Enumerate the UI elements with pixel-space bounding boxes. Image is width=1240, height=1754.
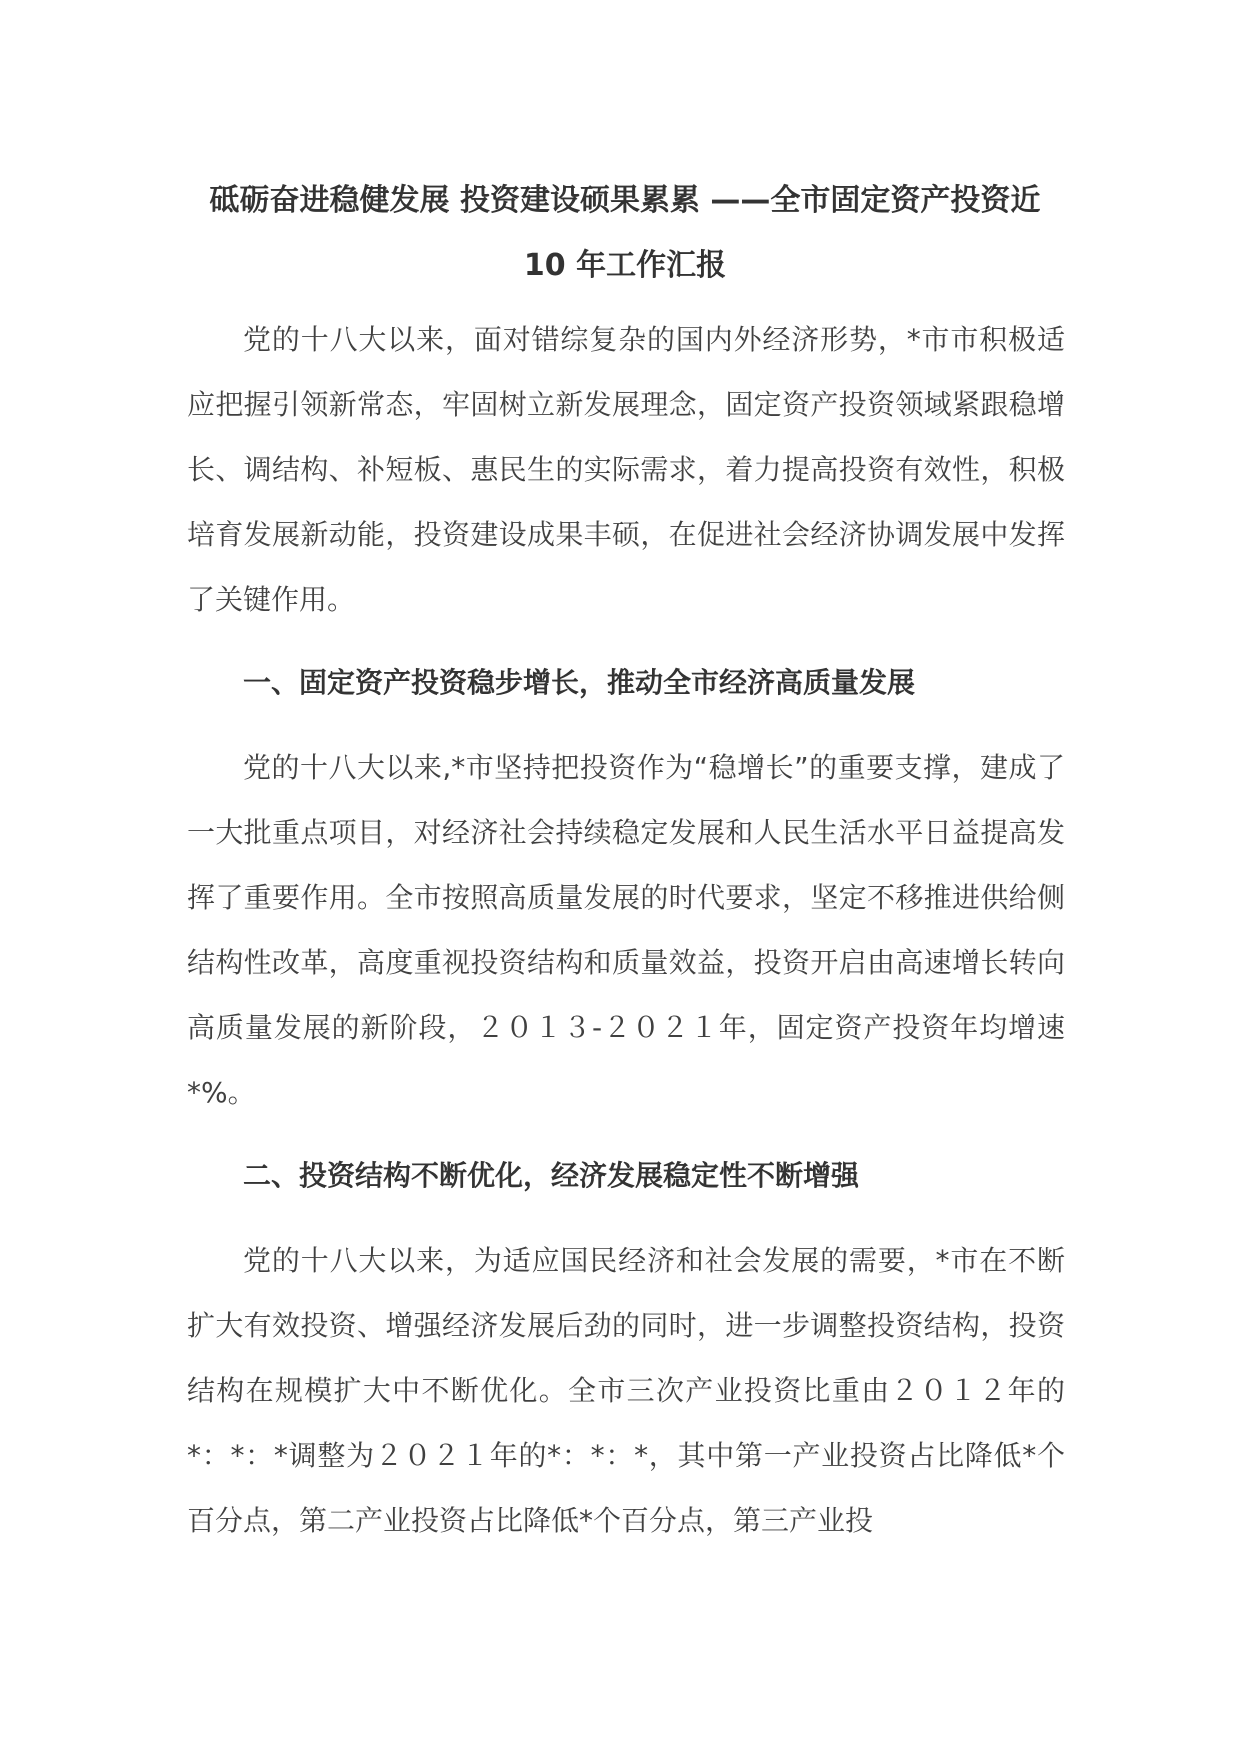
document-title: 砥砺奋进稳健发展 投资建设硕果累累 ——全市固定资产投资近 10 年工作汇报 — [209, 183, 1041, 283]
intro-paragraph: 党的十八大以来，面对错综复杂的国内外经济形势，*市市积极适应把握引领新常态，牢固树立新发展理念，固定资产投资领域紧跟稳增长、调结构、补短板、惠民生的实际需求，着力提高投资有效性，积极培育发展新动能，投资建设成果丰硕，在促进社会经济协调发展中发挥了关键作用。 — [187, 323, 1065, 616]
section-1-heading: 一、固定资产投资稳步增长，推动全市经济高质量发展 — [243, 666, 916, 699]
section-2-heading: 二、投资结构不断优化，经济发展稳定性不断增强 — [243, 1159, 860, 1192]
section-1-paragraph: 党的十八大以来,*市坚持把投资作为“稳增长”的重要支撑，建成了一大批重点项目，对经济社会持续稳定发展和人民生活水平日益提高发挥了重要作用。全市按照高质量发展的时代要求，坚定不移推进供给侧结构性改革，高度重视投资结构和质量效益，投资开启由高速增长转向高质量发展的新阶段，２０１３-２０２１年，固定资产投资年均增速*%。 — [187, 751, 1065, 1109]
section-2-paragraph: 党的十八大以来，为适应国民经济和社会发展的需要，*市在不断扩大有效投资、增强经济发展后劲的同时，进一步调整投资结构，投资结构在规模扩大中不断优化。全市三次产业投资比重由２０１２年的*：*：*调整为２０２１年的*：*：*，其中第一产业投资占比降低*个百分点，第二产业投资占比降低*个百分点，第三产业投 — [187, 1244, 1065, 1537]
